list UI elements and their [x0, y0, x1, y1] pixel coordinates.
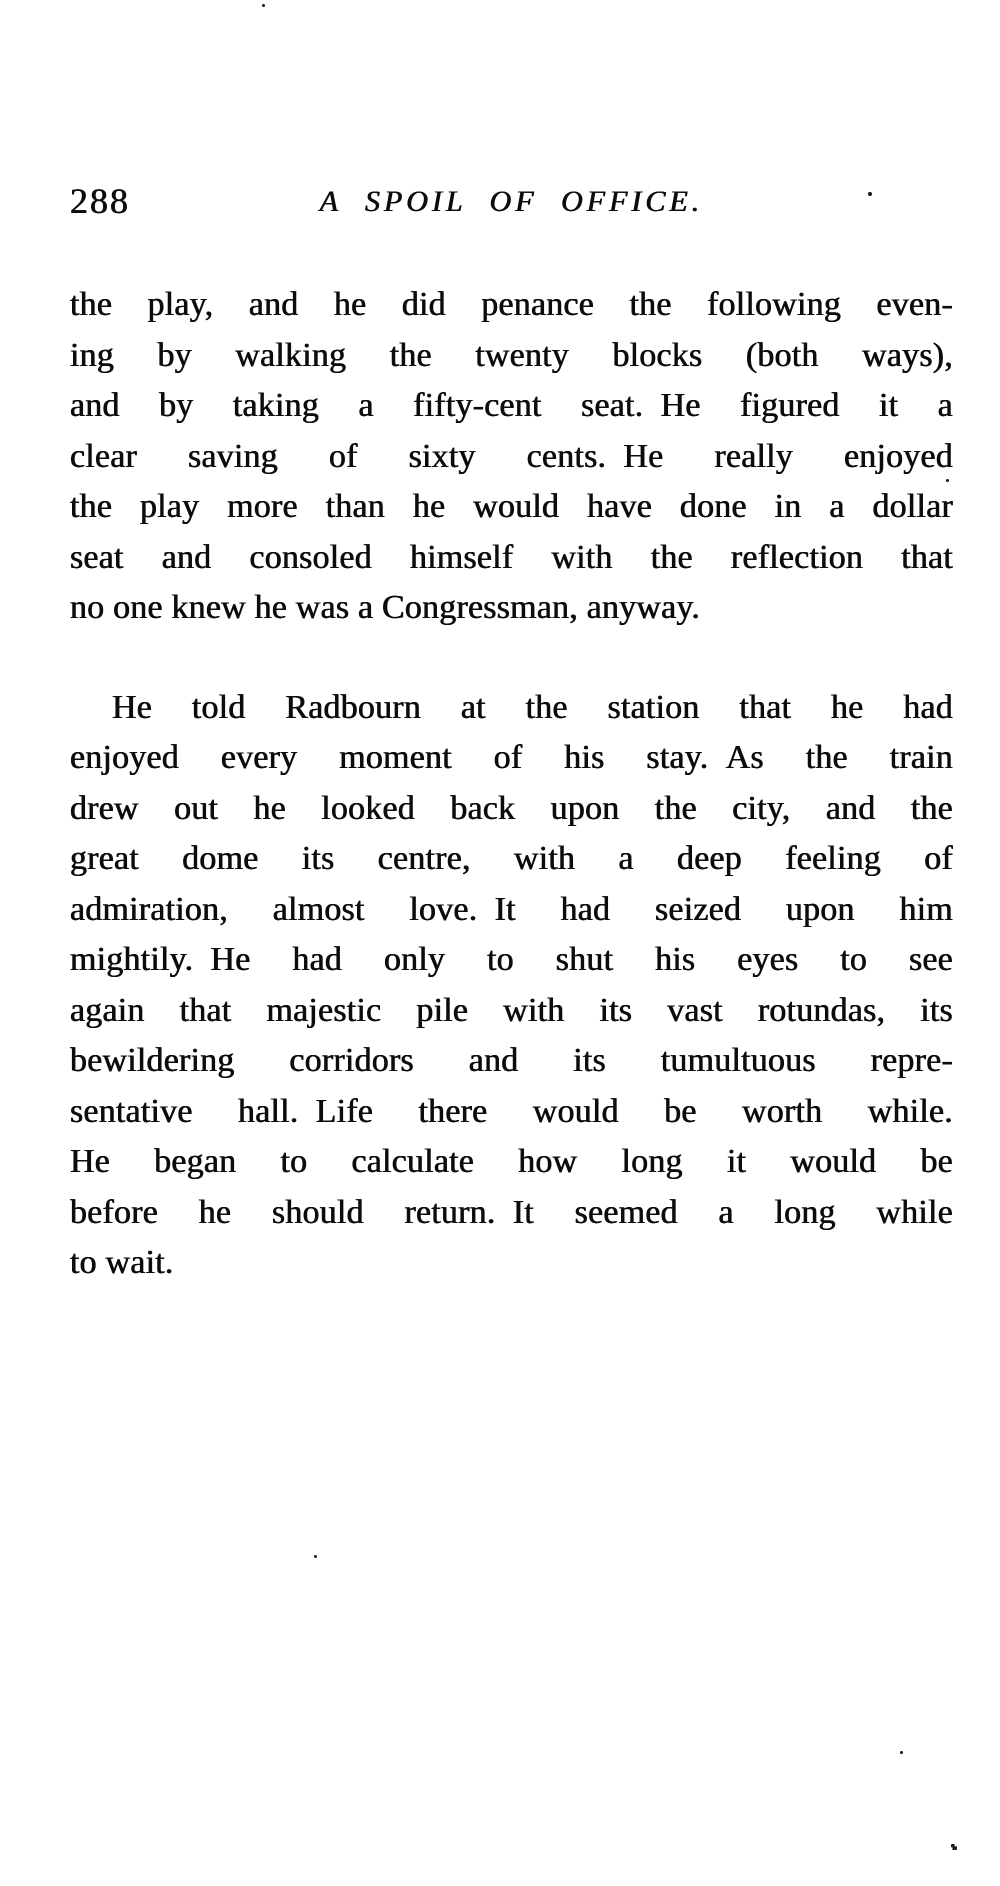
- body-text: [70, 280, 953, 1289]
- scan-speck: [314, 1555, 317, 1558]
- text-line: bewildering corridors and its tumultuous repre-: [70, 1042, 953, 1079]
- text-line: seat and consoled himself with the reflection that: [70, 538, 953, 576]
- scan-speck: [262, 4, 265, 7]
- text-line: the play, and he did penance the following even-: [70, 286, 953, 323]
- text-line: before he should return. It seemed a long while: [70, 1193, 953, 1231]
- scan-speck: [868, 192, 872, 196]
- text-line: mightily. He had only to shut his eyes to see: [70, 941, 953, 978]
- text-line: ing by walking the twenty blocks (both ways),: [70, 336, 953, 374]
- scan-speck: [946, 479, 949, 482]
- text-line: no one knew he was a Congressman, anyway.: [70, 589, 701, 626]
- text-line: again that majestic pile with its vast rotundas, its: [70, 991, 953, 1029]
- scan-speck: [900, 1751, 903, 1754]
- text-line: great dome its centre, with a deep feeling of: [70, 840, 953, 877]
- paragraph: [70, 683, 953, 1289]
- text-line: clear saving of sixty cents. He really enjoyed: [70, 437, 953, 475]
- text-line: the play more than he would have done in a dollar: [70, 488, 953, 525]
- text-line: enjoyed every moment of his stay. As the train: [70, 739, 953, 776]
- text-line: He began to calculate how long it would be: [70, 1143, 953, 1180]
- page-number: 288: [70, 181, 130, 221]
- text-line: drew out he looked back upon the city, and the: [70, 789, 953, 827]
- text-line: admiration, almost love. It had seized upon him: [70, 890, 953, 928]
- text-line: He told Radbourn at the station that he had: [112, 688, 953, 726]
- scan-speck: [951, 1844, 957, 1850]
- text-line: and by taking a fifty-cent seat. He figured it a: [70, 387, 953, 424]
- running-header-title: A SPOIL OF OFFICE.: [319, 185, 704, 218]
- text-line: sentative hall. Life there would be worth while.: [70, 1092, 953, 1130]
- text-line: to wait.: [70, 1244, 174, 1281]
- paragraph: [70, 280, 953, 634]
